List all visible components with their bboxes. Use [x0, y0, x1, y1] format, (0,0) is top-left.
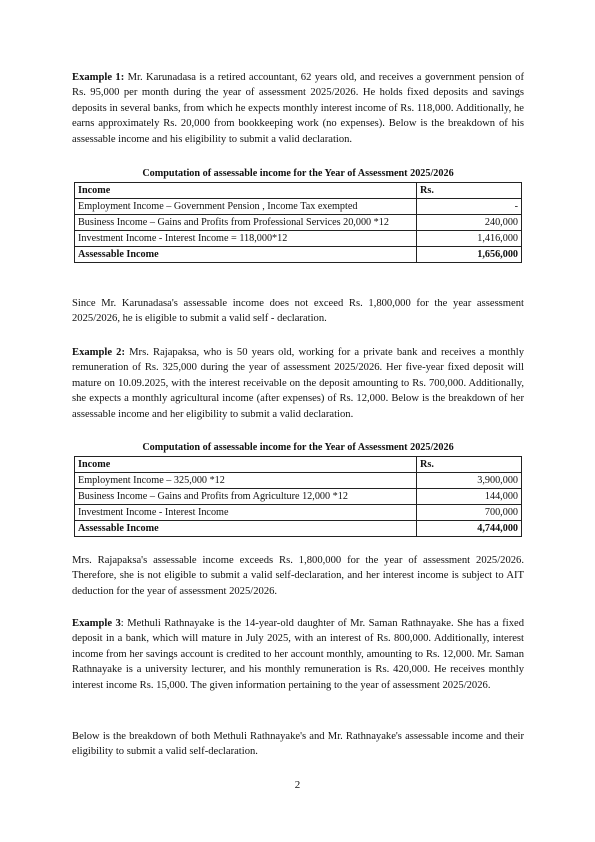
example2-text: Mrs. Rajapaksa, who is 50 years old, working for a private bank and receives a monthly remuneration of Rs. 325,000 during the year of assessment 2025/2026. Her five-year fixed deposit will mature on 10.09.2025, with the interest receivable on the deposit amounting to Rs. 700,000. Additionally, she expects a monthly agricultural income (after expenses) of Rs. 12,000. Below is the breakdown of her assessable income and her eligibility to submit a valid declaration.	[72, 347, 524, 420]
table-row	[75, 489, 522, 505]
row-description: Business Income – Gains and Profits from Professional Services 20,000 *12	[75, 215, 417, 231]
header-rs: Rs.	[417, 183, 522, 199]
total-label: Assessable Income	[75, 247, 417, 263]
example3-paragraph	[72, 616, 524, 693]
row-amount: 1,416,000	[417, 231, 522, 247]
example2-conclusion: Mrs. Rajapaksa's assessable income exceeds Rs. 1,800,000 for the year of assessment 2025/2026. Therefore, she is not eligible to submit a valid self-declaration, and her interest income is subject to AIT deduction for the year of assessment 2025/2026.	[72, 555, 524, 597]
row-description: Investment Income - Interest Income	[75, 505, 417, 521]
table-total-row	[75, 247, 522, 263]
example2-income-table	[74, 456, 522, 537]
table-row	[75, 473, 522, 489]
example1-text: Mr. Karunadasa is a retired accountant, 62 years old, and receives a government pension of Rs. 95,000 per month during the year of assessment 2025/2026. He holds fixed deposits and savings deposits in several banks, from which he expects monthly interest income of Rs. 118,000. Additionally, he earns approximately Rs. 20,000 from bookkeeping work (no expenses). Below is the breakdown of his assessable income and his eligibility to submit a valid declaration.	[72, 72, 525, 145]
table-header-row	[75, 457, 522, 473]
table-row	[75, 231, 522, 247]
row-amount: -	[417, 199, 522, 215]
table-header-row	[75, 183, 522, 199]
table-row	[75, 199, 522, 215]
row-amount: 700,000	[417, 505, 522, 521]
example1-paragraph	[72, 70, 524, 147]
row-description: Employment Income – Government Pension , Income Tax exempted	[75, 199, 417, 215]
header-income: Income	[75, 457, 417, 473]
example1-conclusion: Since Mr. Karunadasa's assessable income does not exceed Rs. 1,800,000 for the year assessment 2025/2026, he is eligible to submit a valid self - declaration.	[72, 298, 524, 325]
example2-paragraph	[72, 345, 524, 422]
row-description: Investment Income - Interest Income = 118,000*12	[75, 231, 417, 247]
example1-income-table	[74, 182, 522, 263]
total-amount: 1,656,000	[417, 247, 522, 263]
table-row	[75, 215, 522, 231]
row-amount: 3,900,000	[417, 473, 522, 489]
row-amount: 144,000	[417, 489, 522, 505]
example3-followup: Below is the breakdown of both Methuli Rathnayake's and Mr. Rathnayake's assessable income and their eligibility to submit a valid self-declaration.	[72, 731, 524, 758]
header-income: Income	[75, 183, 417, 199]
total-amount: 4,744,000	[417, 521, 522, 537]
example3-text: : Methuli Rathnayake is the 14-year-old daughter of Mr. Saman Rathnayake. She has a fixed deposit in a bank, which will mature in July 2025, with an interest of Rs. 800,000. Additionally, interest income from her savings account is credited to her account monthly, amounting to Rs. 12,000. Mr. Saman Rathnayake is a university lecturer, and his monthly remuneration is Rs. 420,000. He receives monthly interest income Rs. 15,000. The given information pertaining to the year of assessment 2025/2026.	[72, 618, 524, 691]
table-total-row	[75, 521, 522, 537]
header-rs: Rs.	[417, 457, 522, 473]
table-row	[75, 505, 522, 521]
example1-table-caption: Computation of assessable income for the Year of Assessment 2025/2026	[142, 168, 454, 179]
row-amount: 240,000	[417, 215, 522, 231]
row-description: Business Income – Gains and Profits from Agriculture 12,000 *12	[75, 489, 417, 505]
total-label: Assessable Income	[75, 521, 417, 537]
example1-label: Example 1:	[72, 72, 125, 83]
example2-table-caption: Computation of assessable income for the Year of Assessment 2025/2026	[142, 442, 454, 453]
page-number: 2	[294, 779, 301, 791]
example2-label: Example 2:	[72, 347, 125, 358]
row-description: Employment Income – 325,000 *12	[75, 473, 417, 489]
example3-label: Example 3	[72, 618, 121, 629]
